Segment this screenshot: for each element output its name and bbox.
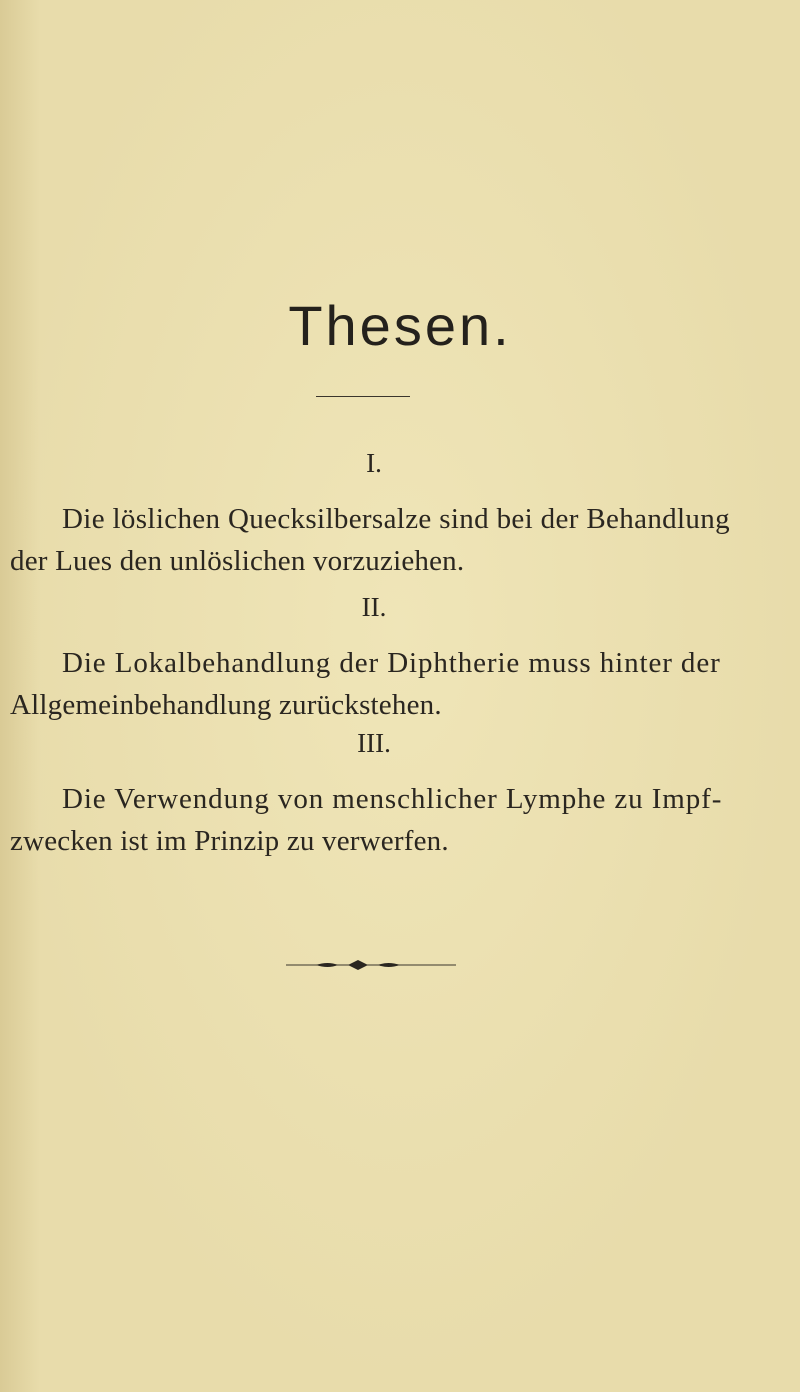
thesis-text <box>10 498 730 582</box>
thesis-3 <box>10 728 723 862</box>
title-rule <box>316 396 410 397</box>
thesis-numeral: III. <box>357 728 391 758</box>
thesis-line: Allgemeinbehandlung zurückstehen. <box>10 689 442 721</box>
thesis-numeral: II. <box>361 592 387 622</box>
thesis-2 <box>10 592 721 726</box>
thesis-1 <box>10 448 730 582</box>
divider-ornament-icon <box>286 958 456 972</box>
thesis-text <box>10 778 723 862</box>
page-title: Thesen. <box>288 294 512 357</box>
thesis-numeral: I. <box>366 448 382 478</box>
thesis-text <box>10 642 721 726</box>
thesis-line: der Lues den unlöslichen vorzuziehen. <box>10 545 465 577</box>
thesis-line: Die Verwendung von menschlicher Lymphe zu Impf- <box>62 783 723 815</box>
thesis-line: zwecken ist im Prinzip zu verwerfen. <box>10 825 449 857</box>
thesis-line: Die Lokalbehandlung der Diphtherie muss hinter der <box>62 647 721 679</box>
thesis-line: Die löslichen Quecksilbersalze sind bei der Behandlung <box>62 503 730 535</box>
